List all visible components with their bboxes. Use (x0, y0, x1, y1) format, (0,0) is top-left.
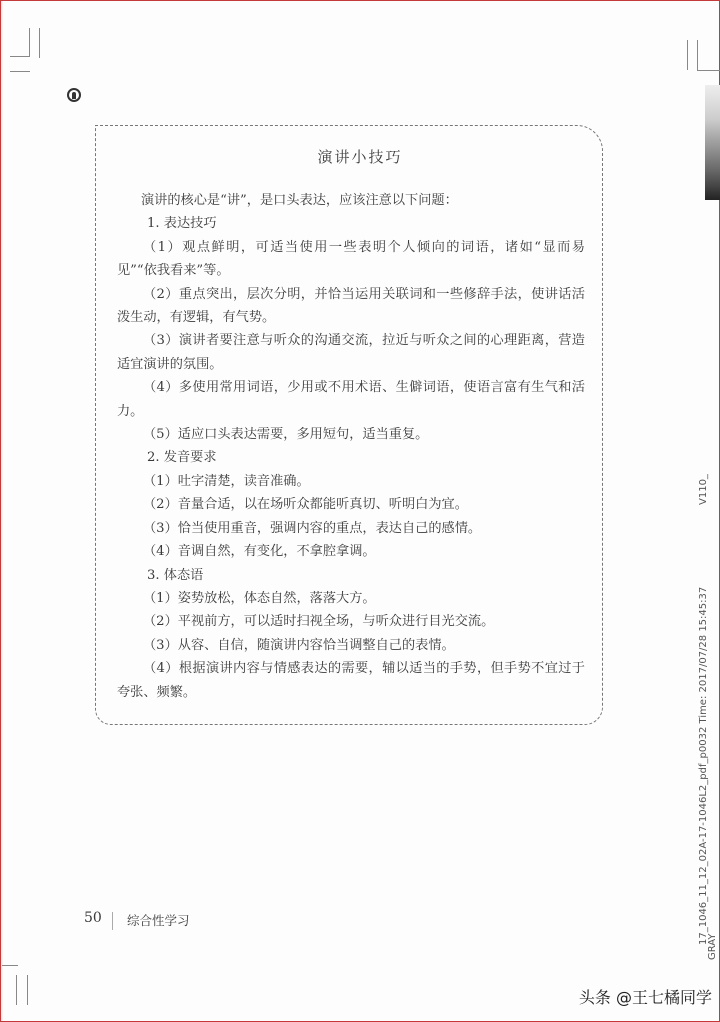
tips-body (117, 189, 585, 704)
text-line: （1）吐字清楚，读音准确。 (143, 473, 310, 489)
paragraph (117, 329, 585, 376)
section-title: 综合性学习 (127, 913, 190, 928)
text-line: 泼生动，有逻辑，有气势。 (117, 310, 276, 326)
text-line: （2）重点突出，层次分明，并恰当运用关联词和一些修辞手法，使讲话活 (143, 286, 585, 302)
text-line: 3. 体态语 (147, 567, 204, 583)
paragraph (117, 236, 585, 283)
text-line: 1. 表达技巧 (147, 216, 217, 232)
crop-mark (697, 70, 720, 71)
crop-mark (2, 965, 18, 966)
text-line: 演讲的核心是“讲”，是口头表达，应该注意以下问题： (141, 193, 458, 208)
paragraph (117, 212, 585, 235)
paragraph (117, 470, 585, 493)
crop-mark (16, 975, 17, 1005)
text-line: （4）多使用常用词语，少用或不用术语、生僻词语，使语言富有生气和活 (143, 380, 585, 396)
paragraph (117, 517, 585, 540)
print-job-info: 17_1046_11_12_02A-17-1046L2_pdf_p0032 Time: 2017/07/28 15:45:37 (698, 586, 709, 945)
paragraph (117, 610, 585, 633)
watermark: 头条 @王七橘同学 (578, 988, 712, 1007)
text-line: （3）演讲者要注意与听众的沟通交流，拉近与听众之间的心理距离，营造 (143, 333, 585, 349)
crop-mark (687, 40, 688, 70)
paragraph (117, 657, 585, 704)
paragraph (117, 189, 585, 212)
gray-label: GRAY (707, 933, 718, 960)
text-line: （1）姿势放松，体态自然，落落大方。 (143, 590, 376, 606)
speaker-icon (67, 88, 81, 102)
text-line: （2）平视前方，可以适时扫视全场，与听众进行目光交流。 (143, 614, 495, 630)
crop-mark (29, 28, 30, 57)
text-line: （3）恰当使用重音，强调内容的重点，表达自己的感情。 (143, 520, 482, 536)
paragraph (117, 587, 585, 610)
crop-mark (10, 71, 30, 72)
grayscale-calibration-bar (705, 85, 720, 200)
text-line: 见”“依我看来”等。 (117, 263, 230, 279)
crop-mark (27, 975, 28, 1005)
text-line: 适宜演讲的氛围。 (117, 356, 223, 372)
crop-mark (697, 40, 698, 70)
text-line: 夸张、频繁。 (117, 684, 197, 700)
version-mark: V110_ (698, 474, 709, 505)
crop-mark (39, 28, 40, 58)
paragraph (117, 634, 585, 657)
text-line: 2. 发音要求 (147, 450, 217, 466)
text-line: （1）观点鲜明，可适当使用一些表明个人倾向的词语，诸如“显而易 (143, 239, 585, 255)
paragraph (117, 423, 585, 446)
text-line: （5）适应口头表达需要，多用短句，适当重复。 (143, 427, 429, 443)
paragraph (117, 446, 585, 469)
text-line: （4）根据演讲内容与情感表达的需要，辅以适当的手势，但手势不宜过于 (143, 661, 585, 677)
paragraph (117, 493, 585, 516)
text-line: 力。 (117, 403, 144, 419)
page-number: 50 (84, 910, 102, 926)
crop-mark (10, 56, 30, 57)
text-line: （3）从容、自信，随演讲内容恰当调整自己的表情。 (143, 637, 455, 653)
text-line: （2）音量合适，以在场听众都能听真切、听明白为宜。 (143, 497, 468, 513)
paragraph (117, 540, 585, 563)
footer-divider (112, 912, 113, 930)
paragraph (117, 283, 585, 330)
box-title: 演讲小技巧 (317, 148, 403, 166)
text-line: （4）音调自然，有变化，不拿腔拿调。 (143, 544, 376, 560)
paragraph (117, 376, 585, 423)
paragraph (117, 564, 585, 587)
